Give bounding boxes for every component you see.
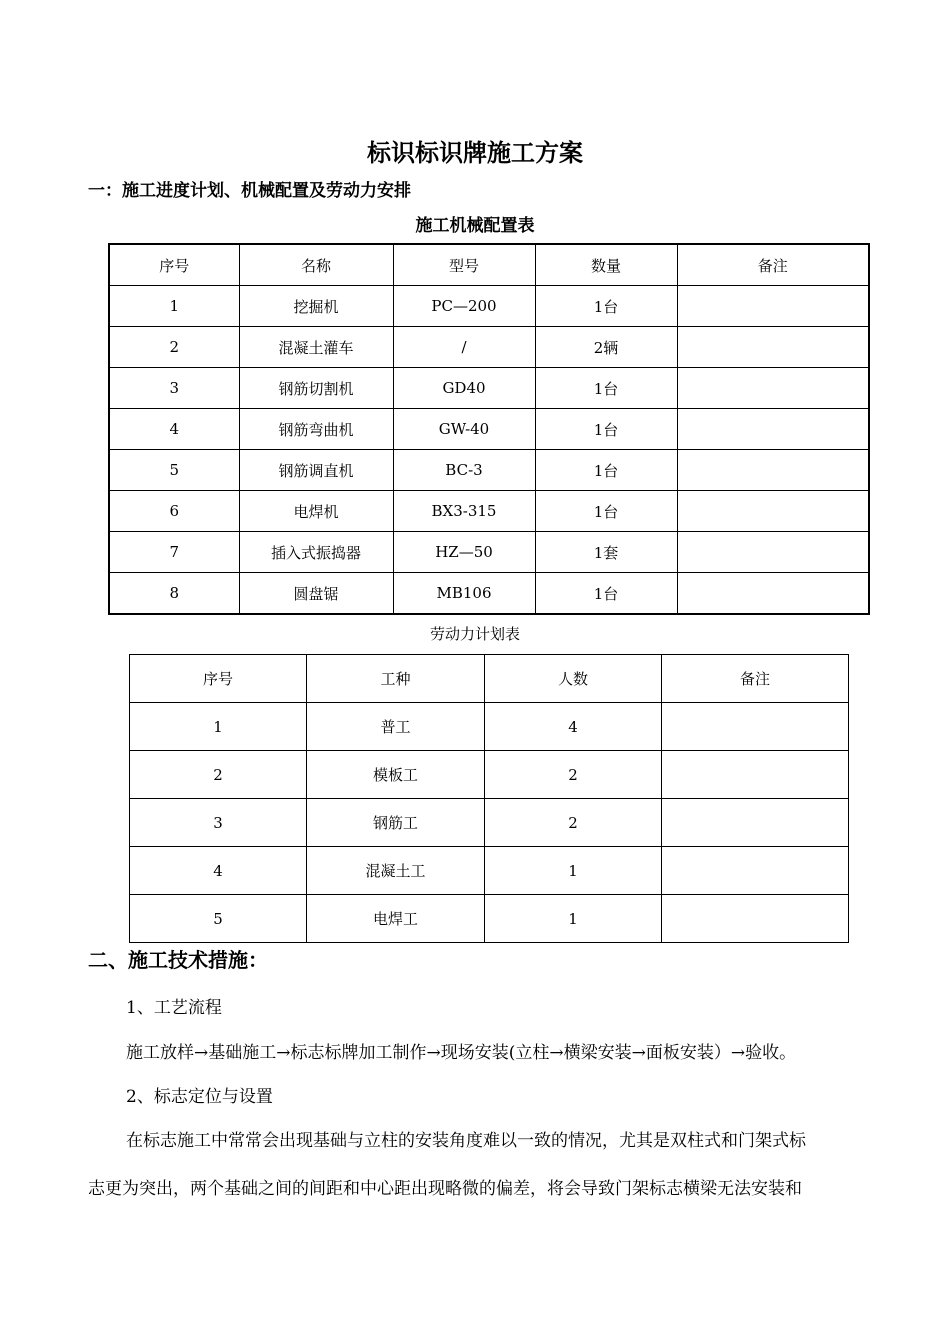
header-cell: 型号 bbox=[393, 244, 535, 286]
header-cell: 备注 bbox=[677, 244, 869, 286]
table-cell: 4 bbox=[130, 847, 307, 895]
table-cell bbox=[662, 799, 849, 847]
table-cell bbox=[677, 409, 869, 450]
table-cell bbox=[677, 491, 869, 532]
table-cell: 钢筋工 bbox=[307, 799, 485, 847]
table-cell: 钢筋调直机 bbox=[239, 450, 393, 491]
table-row bbox=[130, 703, 849, 751]
table-cell: 钢筋切割机 bbox=[239, 368, 393, 409]
table-cell: 普工 bbox=[307, 703, 485, 751]
header-cell: 备注 bbox=[662, 655, 849, 703]
header-cell: 名称 bbox=[239, 244, 393, 286]
table-cell bbox=[662, 895, 849, 943]
table-cell: 1 bbox=[109, 286, 239, 327]
table-cell: 挖掘机 bbox=[239, 286, 393, 327]
table-cell: 混凝土工 bbox=[307, 847, 485, 895]
header-cell: 数量 bbox=[535, 244, 677, 286]
table-cell: 4 bbox=[485, 703, 662, 751]
table-cell: 1台 bbox=[535, 450, 677, 491]
table-cell: 3 bbox=[109, 368, 239, 409]
machine-table bbox=[108, 243, 870, 615]
table-cell: 2 bbox=[109, 327, 239, 368]
table-cell bbox=[662, 847, 849, 895]
table-cell: 5 bbox=[109, 450, 239, 491]
table-cell: 2 bbox=[130, 751, 307, 799]
table-cell: PC—200 bbox=[393, 286, 535, 327]
labor-table bbox=[129, 654, 849, 943]
table-cell: 5 bbox=[130, 895, 307, 943]
table-row bbox=[130, 751, 849, 799]
table-header-row bbox=[109, 244, 869, 286]
table-cell: 1套 bbox=[535, 532, 677, 573]
table-cell: 1台 bbox=[535, 491, 677, 532]
table-cell: GD40 bbox=[393, 368, 535, 409]
table-cell: 8 bbox=[109, 573, 239, 615]
table-cell: 1 bbox=[485, 895, 662, 943]
table-cell: 1台 bbox=[535, 409, 677, 450]
table-cell: BC-3 bbox=[393, 450, 535, 491]
table-cell: 圆盘锯 bbox=[239, 573, 393, 615]
table-cell: 电焊机 bbox=[239, 491, 393, 532]
table-row bbox=[109, 368, 869, 409]
table-cell bbox=[662, 751, 849, 799]
table-cell bbox=[677, 327, 869, 368]
table-cell: / bbox=[393, 327, 535, 368]
table-cell: HZ—50 bbox=[393, 532, 535, 573]
section-2-heading: 二、施工技术措施： bbox=[88, 948, 268, 972]
table-cell bbox=[677, 532, 869, 573]
table-cell bbox=[677, 286, 869, 327]
header-cell: 序号 bbox=[109, 244, 239, 286]
table-row bbox=[109, 491, 869, 532]
table-cell bbox=[677, 573, 869, 615]
table-row bbox=[109, 573, 869, 615]
table-cell: 1 bbox=[485, 847, 662, 895]
table-cell bbox=[662, 703, 849, 751]
table-row bbox=[109, 286, 869, 327]
table-cell: 2 bbox=[485, 799, 662, 847]
labor-table-caption: 劳动力计划表 bbox=[429, 625, 520, 643]
table-cell: 7 bbox=[109, 532, 239, 573]
table-cell: 6 bbox=[109, 491, 239, 532]
header-cell: 工种 bbox=[307, 655, 485, 703]
table-row bbox=[130, 895, 849, 943]
item-1-heading: 1、工艺流程 bbox=[126, 998, 222, 1018]
section-1-heading: 一：施工进度计划、机械配置及劳动力安排 bbox=[88, 181, 411, 201]
table-row bbox=[130, 847, 849, 895]
table-cell: 钢筋弯曲机 bbox=[239, 409, 393, 450]
table-cell: 混凝土灌车 bbox=[239, 327, 393, 368]
table-cell: GW-40 bbox=[393, 409, 535, 450]
table-cell: 3 bbox=[130, 799, 307, 847]
table-cell bbox=[677, 450, 869, 491]
table-cell: 1台 bbox=[535, 573, 677, 615]
table-cell: 4 bbox=[109, 409, 239, 450]
table-cell: 1台 bbox=[535, 368, 677, 409]
table-cell: 模板工 bbox=[307, 751, 485, 799]
item-2-paragraph-line: 在标志施工中常常会出现基础与立柱的安装角度难以一致的情况，尤其是双柱式和门架式标 bbox=[126, 1131, 806, 1151]
item-1-text: 施工放样→基础施工→标志标牌加工制作→现场安装(立柱→横梁安装→面板安装）→验收。 bbox=[126, 1043, 797, 1063]
table-cell: MB106 bbox=[393, 573, 535, 615]
table-cell: 插入式振捣器 bbox=[239, 532, 393, 573]
table-cell: 1 bbox=[130, 703, 307, 751]
table-header-row bbox=[130, 655, 849, 703]
table-row bbox=[109, 409, 869, 450]
page-title: 标识标识牌施工方案 bbox=[367, 139, 583, 167]
table-cell: 2辆 bbox=[535, 327, 677, 368]
table-cell: 电焊工 bbox=[307, 895, 485, 943]
table-cell: 2 bbox=[485, 751, 662, 799]
header-cell: 人数 bbox=[485, 655, 662, 703]
table-cell: 1台 bbox=[535, 286, 677, 327]
machine-table-caption: 施工机械配置表 bbox=[415, 216, 535, 236]
table-cell bbox=[677, 368, 869, 409]
table-cell: BX3-315 bbox=[393, 491, 535, 532]
item-2-paragraph-line: 志更为突出，两个基础之间的间距和中心距出现略微的偏差，将会导致门架标志横梁无法安装和 bbox=[88, 1179, 802, 1199]
table-row bbox=[109, 450, 869, 491]
table-row bbox=[130, 799, 849, 847]
item-2-heading: 2、标志定位与设置 bbox=[126, 1087, 273, 1107]
header-cell: 序号 bbox=[130, 655, 307, 703]
table-row bbox=[109, 532, 869, 573]
table-row bbox=[109, 327, 869, 368]
